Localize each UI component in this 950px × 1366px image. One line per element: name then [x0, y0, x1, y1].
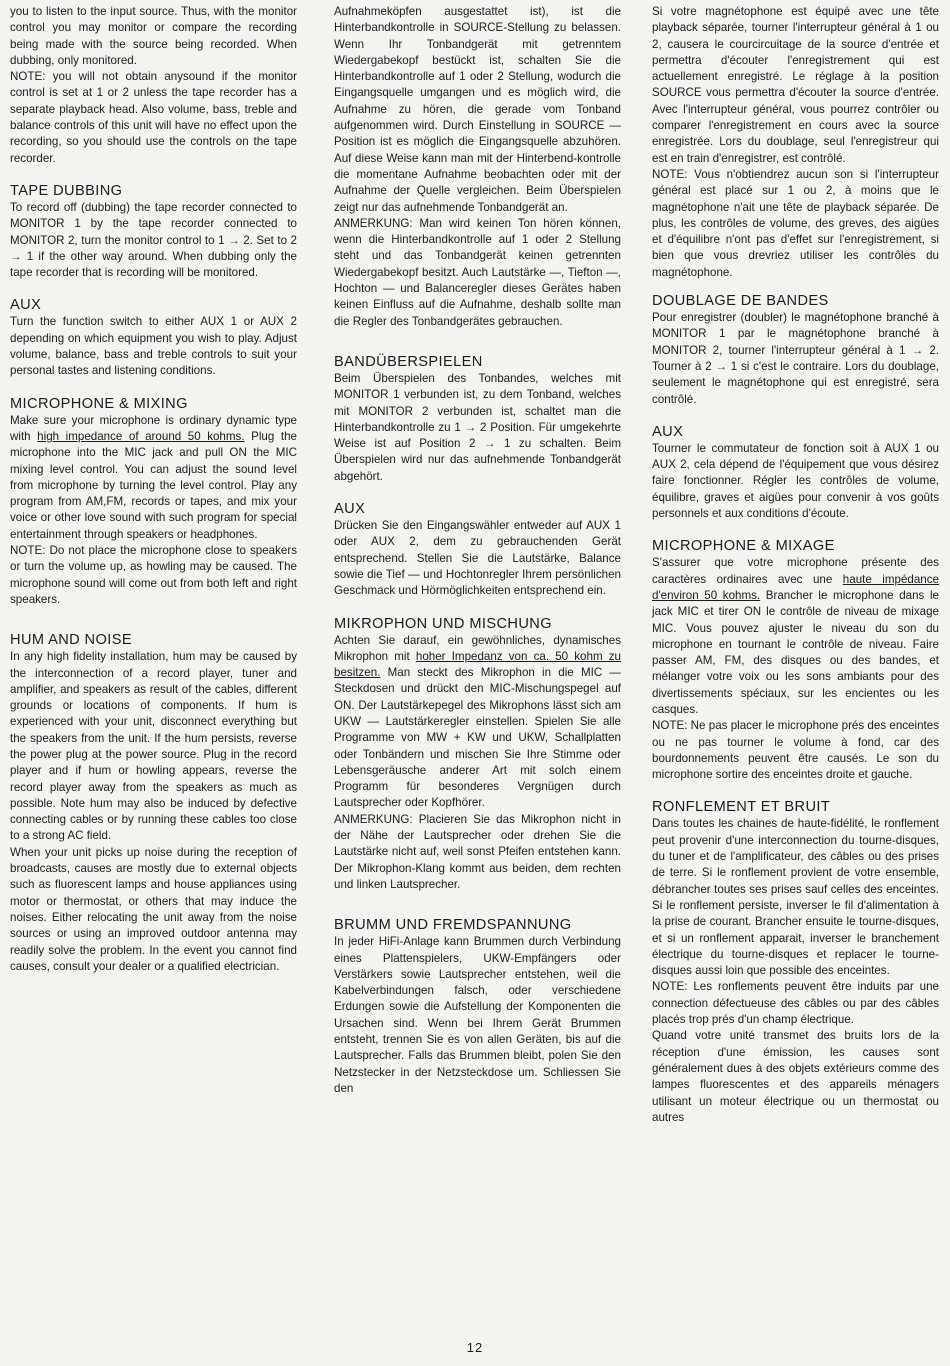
microphone-text-start: Achten Sie darauf, ein gewöhnliches, dynamisches Mikrophon mit — [334, 633, 621, 663]
column-german — [334, 4, 621, 1097]
microphone-note: NOTE: Ne pas placer le microphone prés des enceintes ou ne pas tourner le volume à fond, car des bourdonnements peuvent être causés. Le son du microphone sortire des enceintes droite et gauche. — [652, 719, 939, 782]
section-heading-aux: AUX — [334, 501, 366, 518]
intro-paragraph: Si votre magnétophone est équipé avec une tête playback séparée, tourner l'interrupteur général à 1 ou 2, causera le courcircuitage de la source d'entrée et permettra d'écouter l'enregistrement qui est actuellement enregistré. Le réglage à la position SOURCE vous permettra d'écouter la source d'entrée. Avec l'interrupteur général, vous pourrez contrôler ou comparer l'enregistrement en cours avec la source enregistrée. Lors du doublage, seul l'enregistreur qui est en train d'enregistrer, est contrôlé. — [652, 5, 939, 165]
noise-paragraph: When your unit picks up noise during the reception of broadcasts, causes are mostly due to external objects such as fluorescent lamps and house appliances using motor or thermostat, or others that may induce the noises. Either relocating the unit away from the noise sources or using an improved outdoor antenna may readily solve the problem. In the event you cannot find causes, consult your dealer or a qualified electrician. — [10, 845, 297, 973]
microphone-impedance-underlined: hoher Impedanz von ca. 50 kohm zu besitzen. — [334, 649, 621, 680]
microphone-paragraph — [334, 633, 621, 812]
microphone-impedance-underlined: high impedance of around 50 kohms. — [37, 429, 245, 443]
section-heading-tape-dubbing: DOUBLAGE DE BANDES — [652, 293, 829, 310]
intro-paragraph: Aufnahmeköpfen ausgestattet ist), ist die Hinterbandkontrolle in SOURCE-Stellung zu belassen. Wenn Ihr Tonbandgerät mit getrenntem Wiedergabekopf bestückt ist, schalten Sie die Hinterbandkontrolle auf 1 oder 2 Stellung, wodurch die Eingangsquelle umgangen und es möglich wird, die Aufnahme zu hören, die gerade vom Tonband aufgenommen wird. Durch Einstellung in SOURCE — Position ist es möglich die Eingangsquelle abzuhören. Auf diese Weise kann man mit der Hinterbend-kontrolle die momentane Aufnahme beobachten oder mit der Aufnahme der Quelle vergleichen. Beim Überspielen zeigt nur das aufnehmende Tonbandgerät an. — [334, 5, 621, 214]
microphone-text-rest: Plug the microphone into the MIC jack and pull ON the MIC mixing level control. You can adjust the sound level from microphone by turning the level control. Play any program from AM,FM, records or tapes, and mix your voice or other love sound with such program for special entertainment through speakers or headphones. — [10, 429, 297, 541]
column-english — [10, 4, 297, 975]
tape-dubbing-paragraph: To record off (dubbing) the tape recorder connected to MONITOR 1 by the tape recorder connected to MONITOR 2, turn the monitor control to 1 → 2. Set to 2 → 1 if the other way around. When dubbing only the tape recorder that is recording will be monitored. — [10, 200, 297, 280]
section-heading-microphone-mixing: MIKROPHON UND MISCHUNG — [334, 615, 552, 632]
section-heading-hum-noise: HUM AND NOISE — [10, 632, 132, 649]
aux-paragraph: Tourner le commutateur de fonction soit à AUX 1 ou AUX 2, cela dépend de l'équipement que vous désirez faire fonctionner. Régler les contrôles de volume, équilibre, graves et aigües pour convenir à vos goûts personnels et aux conditions d'écoute. — [652, 441, 939, 521]
microphone-note: NOTE: Do not place the microphone close to speakers or turn the volume up, as howling may be caused. The microphone sound will come out from both left and right speakers. — [10, 544, 297, 606]
section-heading-microphone-mixing: MICROPHONE & MIXAGE — [652, 538, 835, 555]
tape-dubbing-paragraph: Pour enregistrer (doubler) le magnétophone branché à MONITOR 1 par le magnétophone branché à MONITOR 2, tourner l'interrupteur général à 1 → 2. Tourner à 2 → 1 si c'est le contraire. Lors du doublage, seulement le magnétophone qui est enregistré, sera contrôlé. — [652, 311, 939, 406]
page-number: 12 — [466, 1340, 484, 1355]
section-heading-tape-dubbing: TAPE DUBBING — [10, 182, 123, 199]
hum-paragraph: In any high fidelity installation, hum may be caused by the interconnection of a record player, tuner and amplifier, and speakers as result of the cables, different grounds or locations of components. If hum is experienced with your unit, disconnect everything but the speakers from the unit. If the hum persists, reverse the power plug at the power source. Plug in the record player and if hum or howling appears, reverse the record player away from the speakers as much as possible. Note hum may also be induced by defective connecting cables or by running these cables too close to a strong AC field. — [10, 650, 297, 843]
microphone-text-start: Make sure your microphone is ordinary dynamic type with — [10, 413, 297, 443]
section-heading-aux: AUX — [652, 423, 684, 440]
intro-note: NOTE: Vous n'obtiendrez aucun son si l'interrupteur général est placé sur 1 ou 2, à moins que le magnétophone n'ait une tête de playback séparée. De plus, les contrôles de volume, des greves, des aigües et d'équilibre n'ont pas d'effet sur l'enregistrement, si bien que vous drevriez utiliser les contrôles du magnétophone. — [652, 167, 939, 279]
section-heading-hum-noise: BRUMM UND FREMDSPANNUNG — [334, 917, 572, 934]
microphone-text-rest: Brancher le microphone dans le jack MIC et tirer ON le contrôle de niveau de mixage MIC. Vous pouvez ajuster le niveau du son du microphone en tournant le contrôle de niveau. Faire passer AM, FM, des disques ou des bandes, et mélanger votre voix ou les sons ambiants pour des divertissements spéciaux, sur les encientes ou les casques. — [652, 588, 939, 716]
microphone-text-start: S'assurer que votre microphone présente des caractères ordinaires avec une — [652, 556, 939, 586]
intro-paragraph: you to listen to the input source. Thus, with the monitor control you may monitor or compare the recording being made with the source being recorded. When dubbing, only monitored. — [10, 5, 297, 67]
noise-paragraph: Quand votre unité transmet des bruits lors de la réception d'une émission, les causes sont généralement dues à des objets extérieurs comme des lampes fluorescentes et des appareils ménagers utilisant un moteur électrique ou un thermostat ou autres — [652, 1029, 939, 1124]
intro-note: NOTE: you will not obtain anysound if the monitor control is set at 1 or 2 unless the tape recorder has a separate playback head. Also volume, bass, treble and balance controls of this unit will have no effect upon the recording, so you should use the controls on the tape recorder. — [10, 70, 297, 165]
hum-note: NOTE: Les ronflements peuvent être induits par une connection défectueuse des câbles ou par des câbles placés trop prés d'un champ électrique. — [652, 980, 939, 1027]
section-heading-microphone-mixing: MICROPHONE & MIXING — [10, 395, 188, 412]
microphone-paragraph — [652, 555, 939, 718]
hum-paragraph: In jeder HiFi-Anlage kann Brummen durch Verbindung eines Plattenspielers, UKW-Empfängers oder Verstärkers sowie Lautsprecher entstehen, weil die Kabelverbindungen falsch, oder verschiedene Erdungen sowie die Aufstellung der Komponenten die Ursachen sind. Wenn bei Ihrem Gerät Brummen entsteht, trennen Sie es von allen Geräten, bis auf die Lautsprecher. Falls das Brummen bleibt, polen Sie den Netzstecker in der Netzsteckdose um. Schliessen Sie den — [334, 935, 621, 1095]
hum-paragraph: Dans toutes les chaines de haute-fidélité, le ronflement peut provenir d'une interconnection du tourne-disques, du tuner et de l'amplificateur, des câbles ou des prises de terre. Si le ronflement provient de votre ensemble, débrancher toutes ses prises sauf celles des enceintes. Si le ronflement persiste, inverser le fil d'alimentation à la prise de courant. Brancher ensuite le tourne-disques, et si un ronflement apparait, inverser le branchement électrique du tourne-disques et replacer le tourne-disques aussi loin que possible des enceintes. — [652, 817, 939, 978]
microphone-paragraph — [10, 413, 297, 543]
aux-paragraph: Turn the function switch to either AUX 1 or AUX 2 depending on which equipment you wish to play. Adjust volume, balance, bass and treble controls to suit your personal tastes and listening conditions. — [10, 315, 297, 378]
aux-paragraph: Drücken Sie den Eingangswähler entweder auf AUX 1 oder AUX 2, dem zu gebrauchenden Gerät entsprechend. Stellen Sie die Lautstärke, Balance sowie die Tief — und Hochtonregler Ihrem persönlichen Geschmack und Hörmöglichkeiten entsprechend ein. — [334, 519, 621, 598]
tape-dubbing-paragraph: Beim Überspielen des Tonbandes, welches mit MONITOR 1 verbunden ist, zu dem Tonband, welches mit MONITOR 2 verbunden ist, schaltet man die Hinterbandkontrolle zu 1 → 2 Position. Für umgekehrte Weise ist auf Position 2 → 1 zu schalten. Beim Überspielen wird nur das aufnehmende Tonbandgerät abgehört. — [334, 371, 621, 483]
microphone-note: ANMERKUNG: Placieren Sie das Mikrophon nicht in der Nähe der Lautsprecher oder drehen Sie die Lautstärke nicht auf, weil sonst Pfeifen entstehen kann. Der Mikrophon-Klang kommt aus beiden, dem rechten und linken Lautsprecher. — [334, 812, 621, 891]
microphone-impedance-underlined: haute impédance d'environ 50 kohms. — [652, 572, 940, 602]
column-french — [652, 4, 939, 1126]
section-heading-hum-noise: RONFLEMENT ET BRUIT — [652, 799, 831, 816]
intro-note: ANMERKUNG: Man wird keinen Ton hören können, wenn die Hinterbandkontrolle auf 1 oder 2 Stellung steht und das Tonbandgerät keinen getrennten Wiedergabekopf besitzt. Auch Lautstärke —, Tiefton —, Hochton — und Balanceregler dieses Gerätes haben keinen Einfluss auf die Aufnahme, deshalb sollte man die Regler des Tonbandgerätes gebrauchen. — [334, 216, 621, 328]
section-heading-aux: AUX — [10, 297, 42, 314]
section-heading-tape-dubbing: BANDÜBERSPIELEN — [334, 353, 483, 370]
microphone-text-rest: Man steckt des Mikrophon in die MIC — Steckdosen und drückt den MIC-Mischungspegel auf ON. Der Lautstärkepegel des Mikrophons lässt sich am UKW — Lautstärkeregler einstellen. Spielen Sie alle Programme von MW + KW und UKW, Schallplatten oder Tonbändern und mischen Sie Ihre Stimme oder Lebensgeräusche anderer Art mit solch einem Programm für besonderes Vergnügen durch Lautsprecher oder Kopfhörer. — [334, 666, 621, 810]
